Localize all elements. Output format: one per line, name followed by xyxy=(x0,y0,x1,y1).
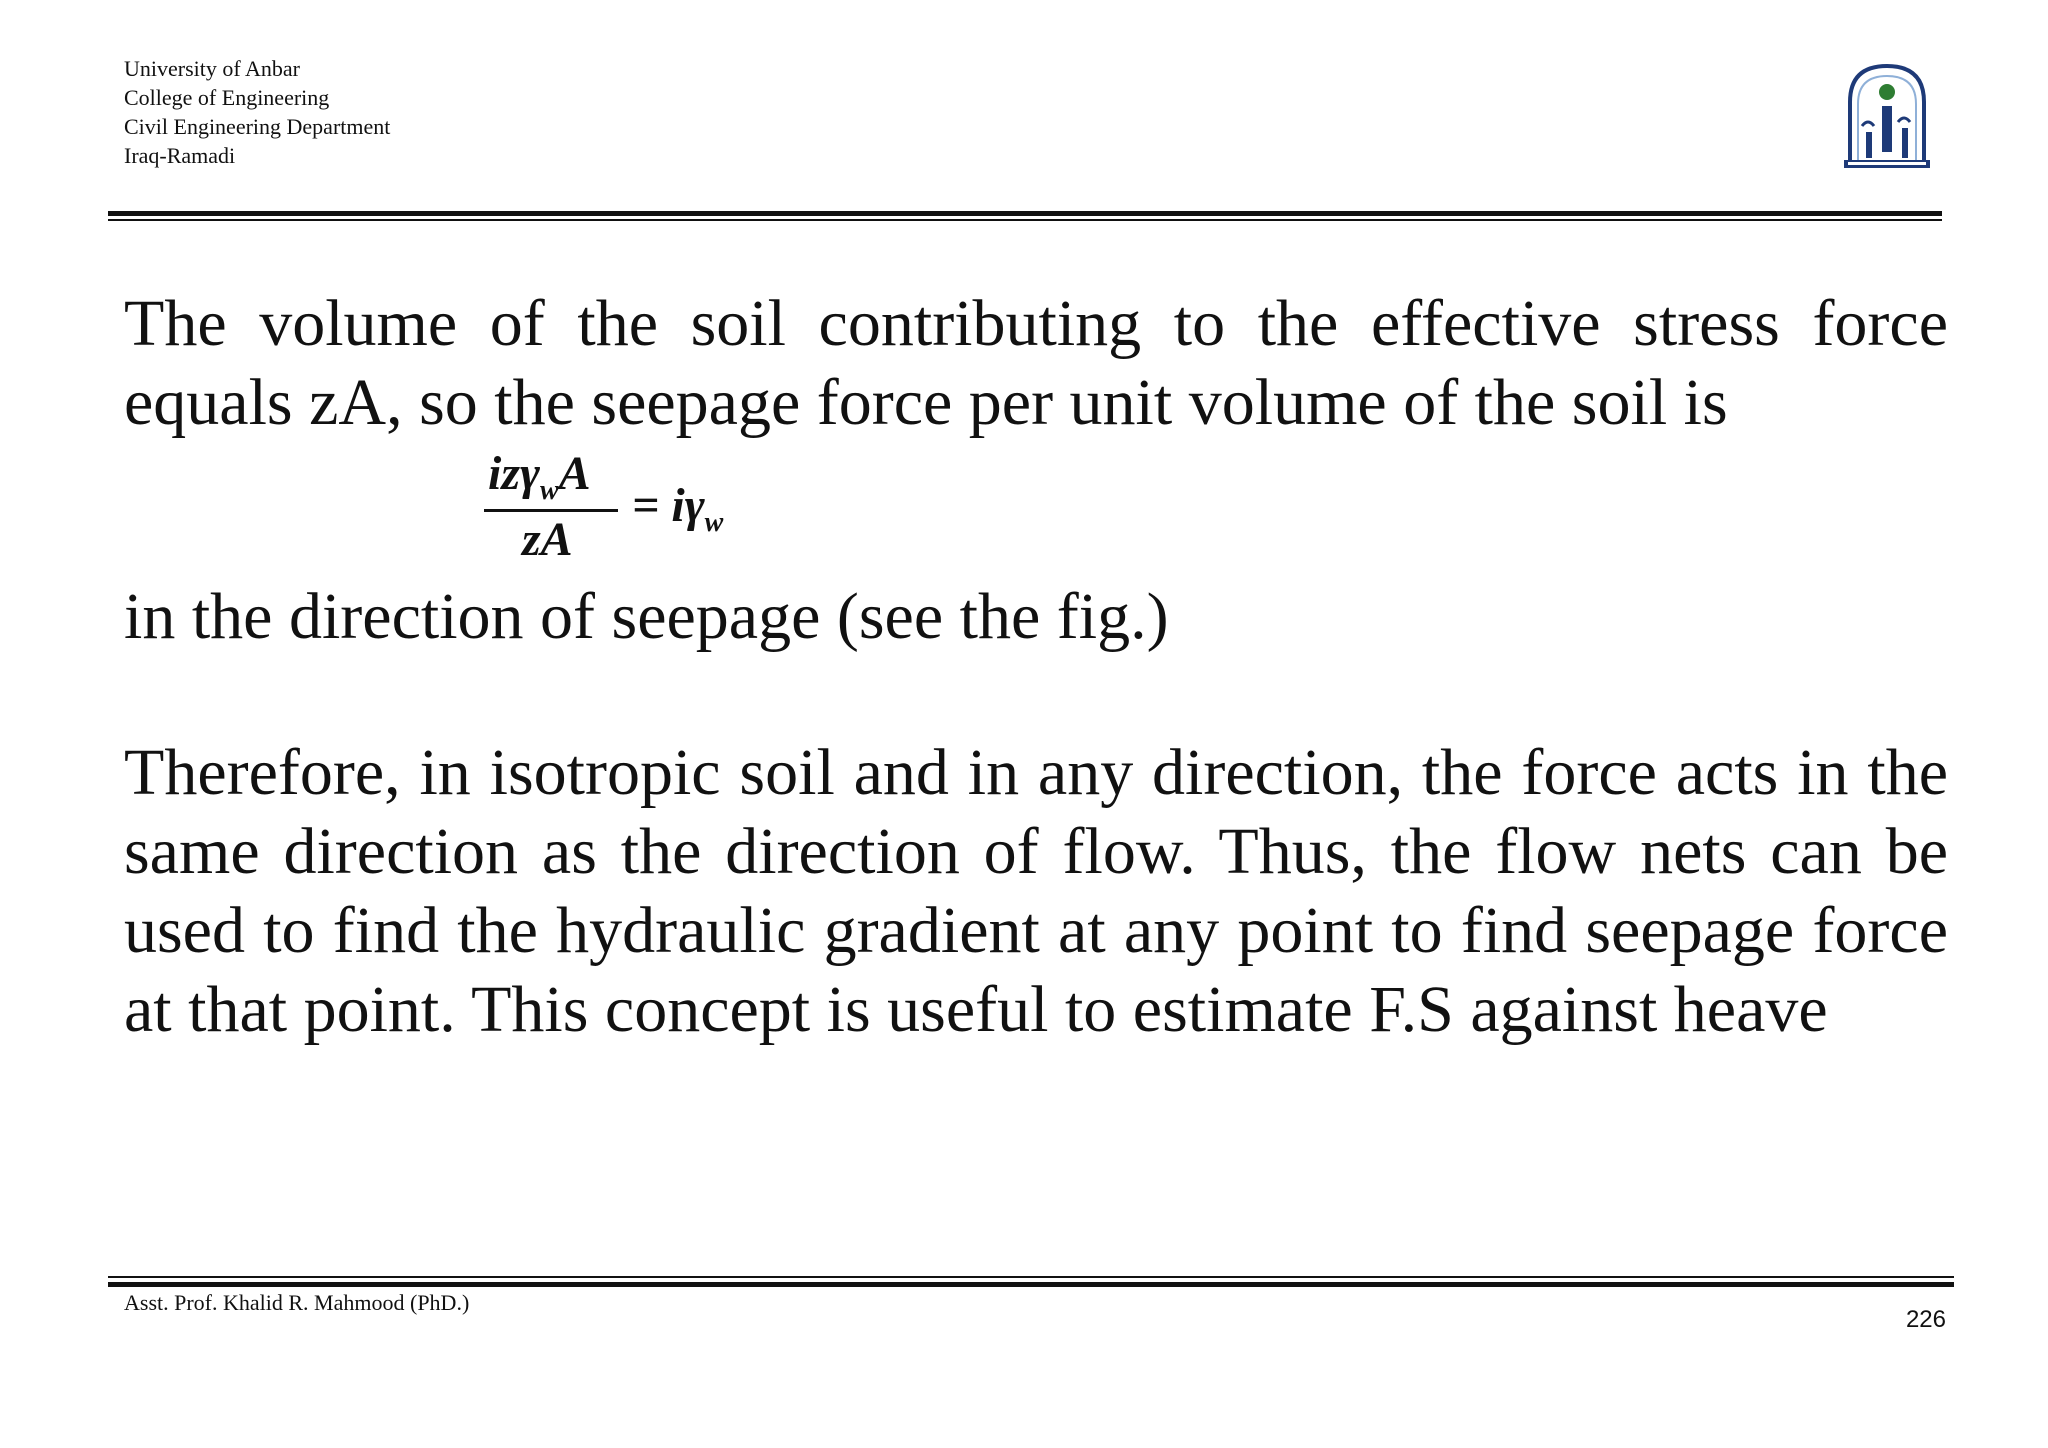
footer-author: Asst. Prof. Khalid R. Mahmood (PhD.) xyxy=(124,1290,470,1315)
header-divider-thick xyxy=(108,211,1942,216)
paragraph-isotropic-soil: Therefore, in isotropic soil and in any direction, the force acts in the same direction as the direction of flow. Thus, the flow nets can be used to find the hydraulic gradient at any point to find seepage force at that point. This concept is useful to estimate F.S against heave xyxy=(124,736,1948,1046)
header-university: University of Anbar xyxy=(124,56,300,81)
page-number: 226 xyxy=(1905,1306,1946,1333)
footer-divider-thin xyxy=(108,1276,1954,1278)
header-college: College of Engineering xyxy=(124,85,330,110)
footer-divider-thick xyxy=(108,1282,1954,1287)
university-seal-icon xyxy=(1840,62,1934,170)
paragraph-effective-stress: The volume of the soil contributing to the effective stress force equals zA, so the seepage force per unit volume of the soil is xyxy=(124,287,1948,439)
header-divider-thin xyxy=(108,219,1942,221)
institution-header xyxy=(124,54,390,170)
paragraph-seepage-direction: in the direction of seepage (see the fig.) xyxy=(124,580,1169,653)
seepage-force-equation xyxy=(482,446,782,576)
equation-right-side: = $i\gamma_w$ xyxy=(632,479,724,538)
equation-denominator: zA xyxy=(522,513,573,566)
equation-numerator: izγ$_w$A xyxy=(488,447,591,506)
header-location: Iraq-Ramadi xyxy=(124,143,236,168)
header-department: Civil Engineering Department xyxy=(124,114,391,139)
